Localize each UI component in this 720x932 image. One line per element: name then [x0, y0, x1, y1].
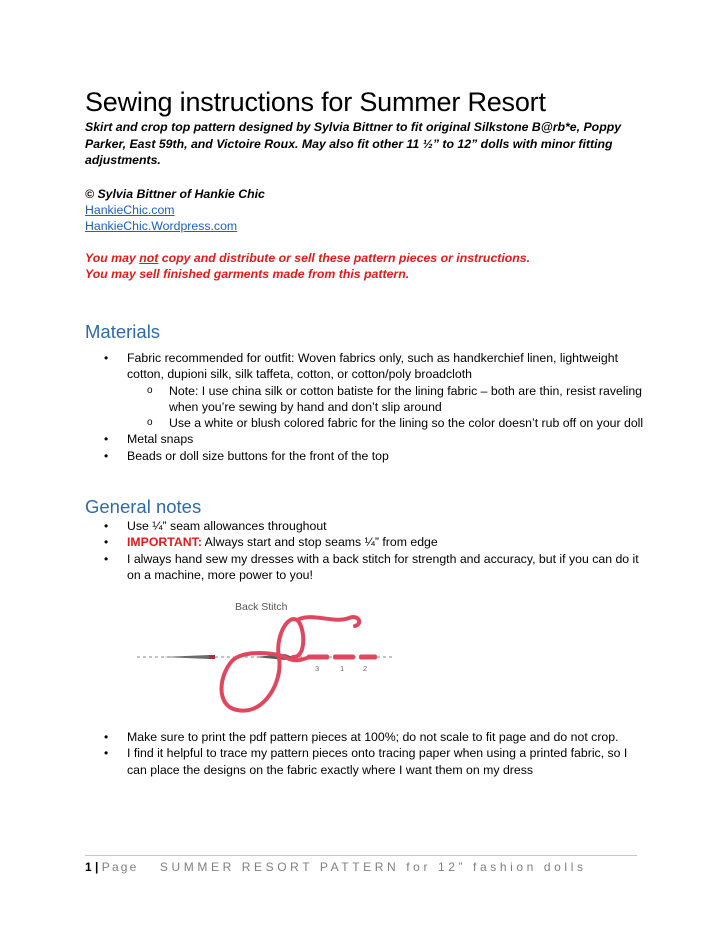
list-item: • Metal snaps: [104, 431, 644, 447]
list-item: [104, 350, 644, 431]
materials-sublist: [127, 383, 644, 432]
list-item: • Beads or doll size buttons for the front of the top: [104, 448, 644, 464]
needle-left: [162, 655, 215, 659]
thread-tail: [297, 617, 359, 626]
warning-line1-start: You may: [85, 250, 140, 265]
general-notes-heading: General notes: [85, 496, 202, 517]
page-number: 1: [85, 860, 92, 874]
stitch-number-2: 2: [363, 664, 368, 673]
stitch-1: [307, 655, 329, 660]
general-notes-list: [104, 518, 644, 583]
needle-left-thread: [209, 655, 215, 659]
general-notes-list-continued: [104, 729, 644, 778]
materials-list: [104, 350, 644, 464]
materials-fabric: Fabric recommended for outfit: Woven fabrics only, such as handkerchief linen, lightweight cotton, dupioni silk, silk taffeta, cotton, or cotton/poly broadcloth: [127, 351, 618, 382]
stitch-2: [333, 655, 355, 660]
list-item: [104, 534, 644, 550]
list-item: o Use a white or blush colored fabric for the lining so the color doesn’t rub off on your doll: [127, 415, 644, 431]
copyright-warning: [85, 250, 645, 283]
warning-not: not: [139, 250, 159, 265]
stitch-number-1: 1: [340, 664, 345, 673]
back-stitch-figure: [137, 598, 397, 718]
page-footer: [85, 855, 637, 875]
copyright: © Sylvia Bittner of Hankie Chic: [85, 186, 265, 201]
list-item: • I find it helpful to trace my pattern pieces onto tracing paper when using a printed fabric, so I can place the designs on the fabric exactly where I want them on my dress: [104, 745, 644, 778]
page-title: Sewing instructions for Summer Resort: [85, 87, 546, 117]
list-item: o Note: I use china silk or cotton batiste for the lining fabric – both are thin, resist raveling when you’re sewing by hand and don’t slip around: [127, 383, 644, 416]
footer-text: SUMMER RESORT PATTERN for 12” fashion dolls: [159, 860, 587, 874]
page-header: [85, 86, 645, 283]
link-hankiechic[interactable]: HankieChic.com: [85, 202, 175, 217]
list-item: • I always hand sew my dresses with a back stitch for strength and accuracy, but if you can do it on a machine, more power to you!: [104, 551, 644, 584]
important-label: IMPORTANT:: [127, 535, 202, 550]
thread-loop: [222, 619, 308, 711]
footer-separator: |: [95, 860, 99, 874]
materials-heading: Materials: [85, 321, 161, 342]
stitch-number-3: 3: [315, 664, 320, 673]
list-item: • Use ¼” seam allowances throughout: [104, 518, 644, 534]
stitch-3: [359, 655, 377, 660]
warning-line1-end: copy and distribute or sell these pattern pieces or instructions.: [158, 250, 531, 265]
important-text: Always start and stop seams ¼” from edge: [201, 535, 438, 550]
page-word: Page: [101, 860, 139, 874]
link-hankiechic-wordpress[interactable]: HankieChic.Wordpress.com: [85, 218, 238, 233]
list-item: • Make sure to print the pdf pattern pieces at 100%; do not scale to fit page and do not crop.: [104, 729, 644, 745]
figure-title: Back Stitch: [235, 601, 288, 613]
warning-line2: You may sell finished garments made from this pattern.: [85, 267, 410, 281]
subtitle: Skirt and crop top pattern designed by Sylvia Bittner to fit original Silkstone B@rb*e, Poppy Parker, East 59th, and Victoire Roux. May also fit other 11 ½” to 12” dolls with minor fitting adjustments.: [85, 120, 622, 167]
